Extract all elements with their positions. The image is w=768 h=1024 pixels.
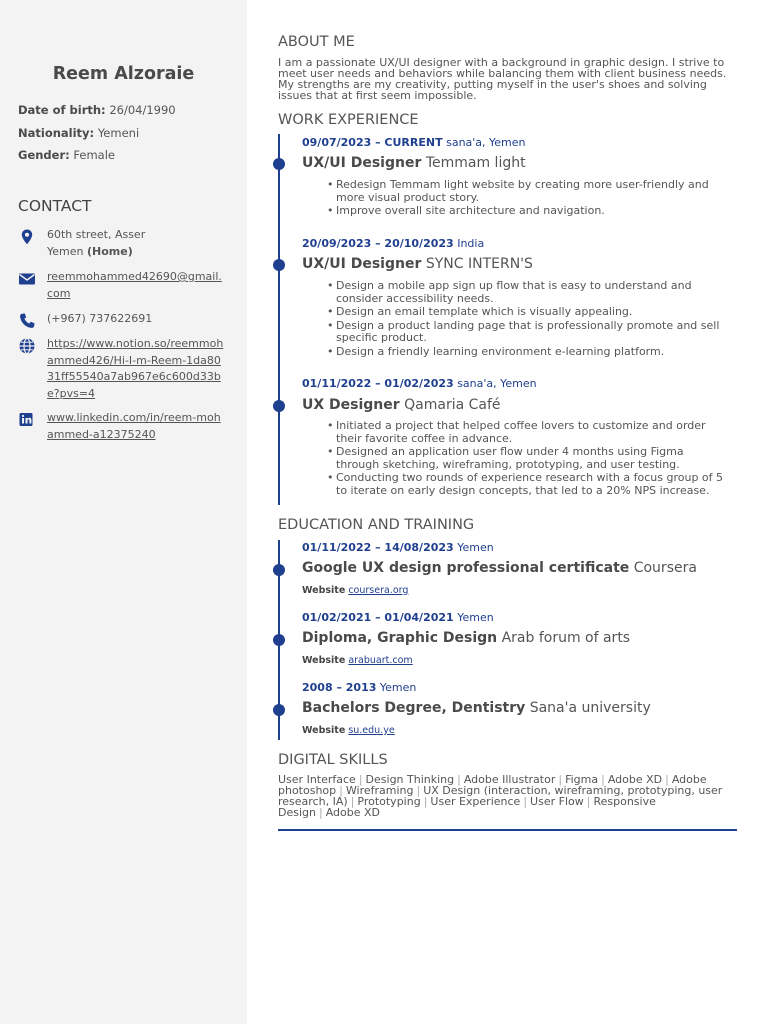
dob-row <box>18 103 176 117</box>
work-role: UX Designer <box>302 397 400 413</box>
timeline-dot <box>273 400 285 412</box>
linkedin-icon <box>18 411 36 427</box>
edu-dates <box>302 611 494 624</box>
edu-website <box>302 585 408 596</box>
skill-item: Responsive Design <box>278 795 656 819</box>
contact-heading: CONTACT <box>18 197 92 215</box>
work-bullet: • Improve overall site architecture and navigation. <box>318 205 728 218</box>
work-bullets <box>318 420 728 499</box>
edu-dates <box>302 541 494 554</box>
skill-separator: | <box>523 795 528 808</box>
profile-name: Reem Alzoraie <box>52 64 195 84</box>
edu-website-link[interactable]: arabuart.com <box>348 655 413 666</box>
address-tag: (Home) <box>86 244 133 258</box>
skill-item: Adobe photoshop <box>278 773 707 797</box>
nationality-row <box>18 126 139 140</box>
website-link[interactable]: https://www.notion.so/reemmohammed426/Hi-I-m-Reem-1da8031ff55540a7ab967e6c600d33be?pvs=4 <box>47 337 224 400</box>
work-title <box>302 397 501 413</box>
edu-org: Arab forum of arts <box>501 630 631 646</box>
work-bullet: • Redesign Temmam light website by creating more user-friendly and more visual product story. <box>318 179 728 204</box>
timeline-dot <box>273 259 285 271</box>
work-title <box>302 155 526 171</box>
work-bullet: • Design a mobile app sign up flow that is easy to understand and consider accessibility needs. <box>318 280 728 305</box>
skill-separator: | <box>358 773 363 786</box>
work-dates <box>302 237 484 250</box>
edu-location: Yemen <box>457 541 494 554</box>
work-location: sana'a, Yemen <box>446 136 526 149</box>
work-heading: WORK EXPERIENCE <box>278 112 419 128</box>
work-bullet: • Designed an application user flow under 4 months using Figma through sketching, wireframing, prototyping, and user testing. <box>318 446 728 471</box>
skill-item: Figma <box>565 773 599 786</box>
skill-separator: | <box>350 795 355 808</box>
work-timeline <box>278 134 280 505</box>
skill-separator: | <box>423 795 428 808</box>
edu-org: Sana'a university <box>529 700 651 716</box>
bottom-divider <box>278 829 737 831</box>
edu-title <box>302 700 651 716</box>
work-bullet: • Initiated a project that helped coffee lovers to customize and order their favorite coffee in advance. <box>318 420 728 445</box>
work-org: SYNC INTERN'S <box>425 256 533 272</box>
skill-item: User Flow <box>530 795 584 808</box>
edu-date-range: 01/02/2021 – 01/04/2021 <box>302 611 454 624</box>
sidebar <box>0 0 247 1024</box>
skills-list <box>278 774 738 818</box>
skill-item: User Interface <box>278 773 356 786</box>
address-line2: Yemen <box>47 244 84 258</box>
website-label: Website <box>302 725 346 736</box>
skill-separator: | <box>601 773 605 786</box>
work-date-range: 20/09/2023 – 20/10/2023 <box>302 237 454 250</box>
timeline-dot <box>273 158 285 170</box>
work-bullet: • Design a friendly learning environment e-learning platform. <box>318 346 728 359</box>
education-heading: EDUCATION AND TRAINING <box>278 517 475 533</box>
edu-location: Yemen <box>379 681 417 694</box>
nationality-label: Nationality: <box>18 126 95 140</box>
work-title <box>302 256 533 272</box>
about-text: I am a passionate UX/UI designer with a background in graphic design. I strive to meet user needs and behaviors while balancing them with client business needs. My strengths are my creativity, putting myself in the user's shoes and solving issues that at first seem impossible. <box>278 56 727 102</box>
gender-row <box>18 148 115 162</box>
edu-date-range: 01/11/2022 – 14/08/2023 <box>302 541 454 554</box>
website-label: Website <box>302 585 346 596</box>
about-heading: ABOUT ME <box>278 34 355 50</box>
edu-website <box>302 655 413 666</box>
skill-item: UX Design (interaction, wireframing, prototyping, user research, IA) <box>278 784 723 808</box>
address-line1: 60th street, Asser <box>47 228 146 241</box>
edu-degree: Bachelors Degree, Dentistry <box>302 700 526 716</box>
work-role: UX/UI Designer <box>302 155 422 171</box>
email-link[interactable]: reemmohammed42690@gmail.com <box>47 270 222 300</box>
phone-icon <box>18 312 36 328</box>
edu-website <box>302 725 395 736</box>
skill-separator: | <box>318 806 323 819</box>
work-org: Qamaria Café <box>404 397 501 413</box>
timeline-dot <box>273 634 285 646</box>
edu-dates <box>302 681 416 694</box>
email-icon <box>18 270 36 286</box>
skill-item: Adobe XD <box>607 773 663 786</box>
work-bullet: • Design a product landing page that is professionally promote and sell specific product. <box>318 320 728 345</box>
skill-separator: | <box>339 784 343 797</box>
phone-text: (+967) 737622691 <box>47 312 153 325</box>
edu-date-range: 2008 – 2013 <box>302 681 377 694</box>
dob-label: Date of birth: <box>18 103 106 117</box>
edu-website-link[interactable]: su.edu.ye <box>348 725 395 736</box>
timeline-dot <box>273 704 285 716</box>
linkedin-link[interactable]: www.linkedin.com/in/reem-mohammed-a12375240 <box>47 411 221 441</box>
edu-location: Yemen <box>457 611 494 624</box>
edu-org: Coursera <box>633 560 697 576</box>
website-label: Website <box>302 655 346 666</box>
dob-value: 26/04/1990 <box>109 103 176 117</box>
edu-title <box>302 630 630 646</box>
location-icon <box>18 228 36 244</box>
skills-heading: DIGITAL SKILLS <box>278 752 388 768</box>
work-bullets <box>318 179 728 219</box>
skill-item: User Experience <box>430 795 521 808</box>
edu-title <box>302 560 697 576</box>
gender-label: Gender: <box>18 148 70 162</box>
skill-separator: | <box>586 795 591 808</box>
work-location: sana'a, Yemen <box>457 377 537 390</box>
work-location: India <box>457 237 485 250</box>
work-dates <box>302 377 537 390</box>
skill-separator: | <box>457 773 461 786</box>
gender-value: Female <box>73 148 115 162</box>
skill-separator: | <box>558 773 563 786</box>
skill-item: Wireframing <box>345 784 414 797</box>
skill-item: Adobe XD <box>325 806 380 819</box>
work-dates <box>302 136 526 149</box>
work-org: Temmam light <box>425 155 526 171</box>
work-date-range: 09/07/2023 – CURRENT <box>302 136 443 149</box>
edu-website-link[interactable]: coursera.org <box>348 585 409 596</box>
skill-separator: | <box>665 773 669 786</box>
skill-item: Adobe Illustrator <box>463 773 556 786</box>
skill-item: Design Thinking <box>365 773 455 786</box>
work-role: UX/UI Designer <box>302 256 422 272</box>
edu-degree: Diploma, Graphic Design <box>302 630 498 646</box>
timeline-dot <box>273 564 285 576</box>
edu-degree: Google UX design professional certificate <box>302 560 630 576</box>
skill-separator: | <box>416 784 421 797</box>
work-bullet: • Conducting two rounds of experience research with a focus group of 5 to iterate on early design concepts, that led to a 20% NPS increase. <box>318 472 728 497</box>
work-date-range: 01/11/2022 – 01/02/2023 <box>302 377 454 390</box>
skill-item: Prototyping <box>357 795 421 808</box>
address-text <box>47 227 227 260</box>
work-bullets <box>318 280 728 360</box>
globe-icon <box>18 337 36 353</box>
work-bullet: • Design an email template which is visually appealing. <box>318 306 728 319</box>
nationality-value: Yemeni <box>97 126 140 140</box>
